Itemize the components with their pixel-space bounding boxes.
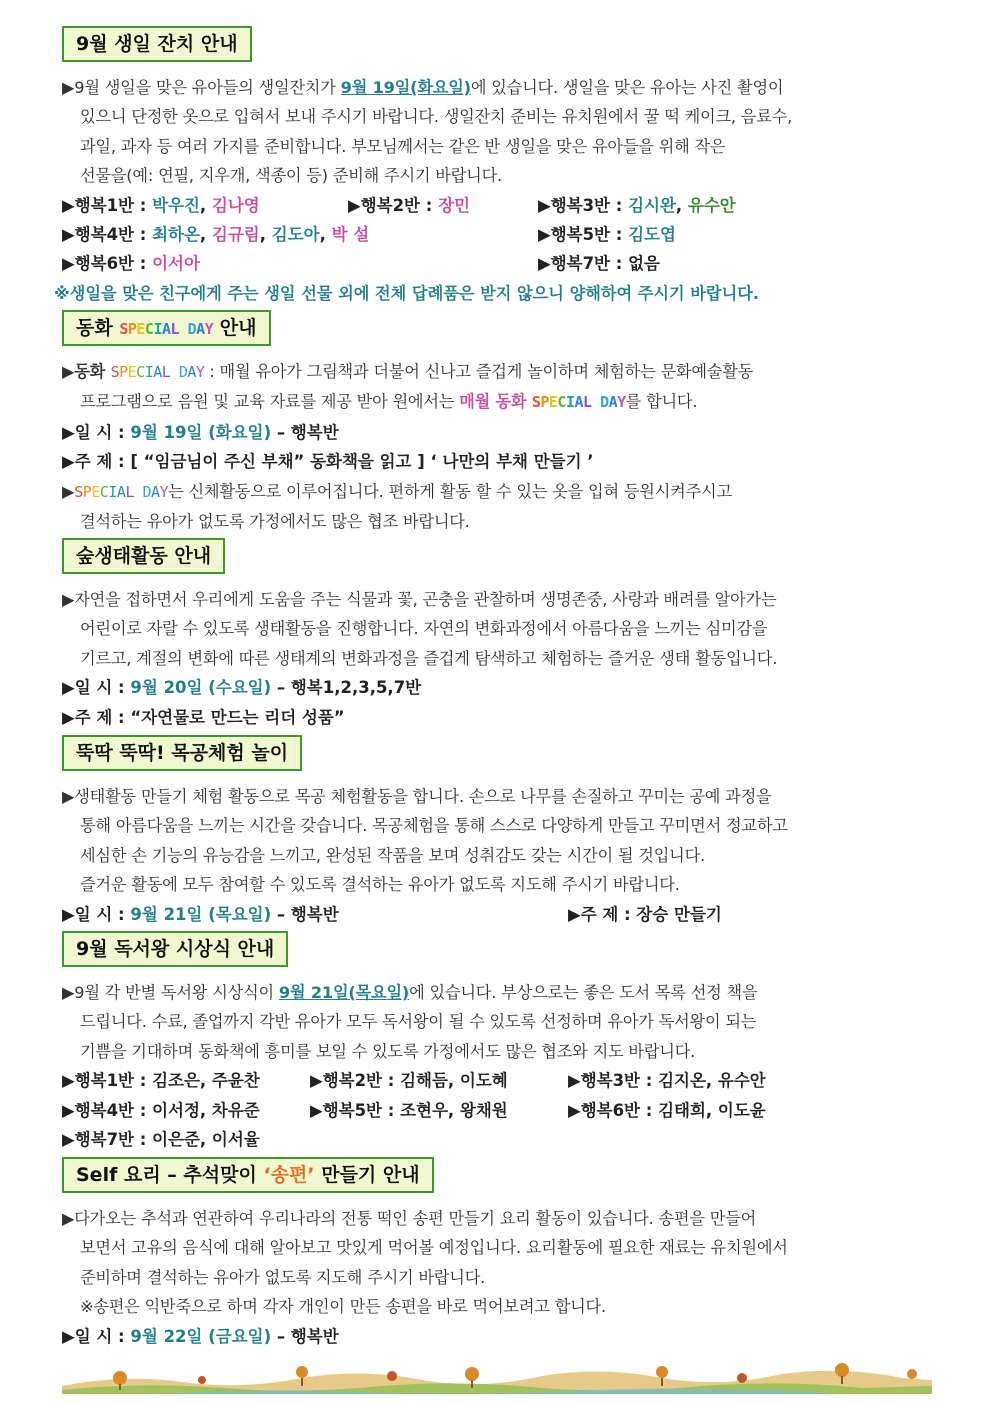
child-name: 유수안 — [687, 195, 736, 215]
paragraph: 통해 아름다움을 느끼는 시간을 갖습니다. 목공체험을 통해 스스로 다양하게 만들고 꾸미면서 정교하고 — [80, 816, 788, 836]
paragraph — [62, 978, 932, 1007]
wordmark-letter: A — [187, 363, 196, 381]
date-row — [62, 418, 932, 447]
title-highlight: ‘송편’ — [263, 1164, 315, 1186]
wordmark-letter: I — [565, 393, 575, 412]
date-row — [62, 673, 932, 702]
class-label: ▶행복3반 : — [538, 195, 629, 215]
paragraph: ▶자연을 접하면서 우리에게 도움을 주는 식물과 꽃, 곤충을 관찰하며 생명존중, 사랑과 배려를 알아가는 — [62, 590, 777, 609]
class-winners: ▶행복1반 : 김조은, 주윤찬 — [62, 1071, 260, 1091]
text: 에 있습니다. 생일을 맞은 유아는 사진 촬영이 — [470, 78, 784, 97]
wordmark-letter: Y — [159, 482, 169, 501]
wordmark-letter: L — [161, 363, 171, 381]
wordmark-letter: E — [127, 363, 137, 381]
wordmark-letter: A — [574, 393, 583, 412]
child-name: 박 설 — [331, 225, 370, 245]
section-reading-award — [62, 931, 932, 1154]
paragraph: ※송편은 익반죽으로 하며 각자 개인이 만든 송편을 바로 먹어보려고 합니다. — [80, 1297, 606, 1317]
paragraph: ▶다가오는 추석과 연관하여 우리나라의 전통 떡인 송편 만들기 요리 활동이 있습니다. 송편을 만들어 — [62, 1209, 757, 1228]
paragraph: 보면서 고유의 음식에 대해 알아보고 맛있게 먹어볼 예정입니다. 요리활동에 필요한 재료는 유치원에서 — [80, 1238, 788, 1258]
wordmark-letter: L — [125, 482, 134, 501]
section-woodwork — [62, 735, 932, 929]
wordmark-letter: C — [99, 482, 109, 501]
wordmark-letter: A — [153, 363, 162, 381]
section-title: 9월 독서왕 시상식 안내 — [62, 931, 288, 967]
event-date: 9월 22일 (금요일) — [130, 1326, 272, 1346]
text: ▶9월 생일을 맞은 유아들의 생일잔치가 — [62, 78, 341, 97]
paragraph: 드립니다. 수료, 졸업까지 각반 유아가 모두 독서왕이 될 수 있도록 선정하며 유아가 독서왕이 되는 — [80, 1012, 757, 1032]
sep: , — [319, 225, 332, 245]
wordmark-space — [592, 393, 601, 411]
wordmark-letter: E — [548, 393, 558, 412]
class-winners: ▶행복7반 : 이은준, 이서율 — [62, 1130, 260, 1149]
wordmark-letter: A — [196, 320, 205, 338]
text: 를 합니다. — [625, 392, 698, 412]
theme-row: ▶주 제 : [ “임금님이 주신 부채” 동화책을 읽고 ] ‘ 나만의 부채 만들기 ’ — [62, 452, 594, 472]
text: ▶ — [62, 481, 75, 501]
child-name: 김시완 — [628, 195, 676, 215]
title-text: 안내 — [213, 317, 257, 339]
event-date: 9월 19일(화요일) — [340, 78, 471, 97]
label: ▶일 시 : — [62, 904, 131, 924]
section-birthday — [54, 26, 932, 308]
wordmark-space — [170, 363, 179, 381]
text: – 행복1,2,3,5,7반 — [271, 678, 422, 698]
paragraph — [62, 357, 932, 387]
special-day-wordmark — [119, 320, 213, 338]
wordmark-letter: I — [108, 482, 117, 501]
section-title: 숲생태활동 안내 — [62, 538, 225, 574]
date-row — [62, 1322, 932, 1351]
paragraph — [62, 73, 932, 102]
wordmark-letter: Y — [195, 363, 205, 381]
text: – 행복반 — [271, 422, 339, 442]
wordmark-letter: A — [116, 482, 126, 501]
paragraph: 과일, 과자 등 여러 가지를 준비합니다. 부모님께서는 같은 반 생일을 맞은 유아들을 위해 작은 — [80, 136, 726, 156]
class-row — [62, 1066, 932, 1095]
wordmark-letter: P — [127, 320, 137, 338]
wordmark-letter: C — [136, 363, 145, 381]
class-row — [62, 1125, 932, 1154]
paragraph: 즐거운 활동에 모두 참여할 수 있도록 결석하는 유아가 없도록 지도해 주시기 바랍니다. — [80, 875, 680, 895]
text: – 행복반 — [271, 904, 339, 924]
paragraph: ▶생태활동 만들기 체험 활동으로 목공 체험활동을 합니다. 손으로 나무를 손질하고 꾸미는 공예 과정을 — [62, 787, 772, 806]
theme-row: ▶주 제 : “자연물로 만드는 리더 성품” — [62, 707, 345, 727]
class-row — [62, 220, 932, 249]
event-date: 9월 21일 (목요일) — [130, 904, 272, 924]
paragraph: 선물을(예: 연필, 지우개, 색종이 등) 준비해 주시기 바랍니다. — [80, 166, 502, 186]
class-row — [62, 191, 932, 220]
class-winners: ▶행복4반 : 이서정, 차유준 — [62, 1100, 260, 1120]
highlight: 매월 동화 — [459, 392, 532, 412]
wordmark-letter: C — [144, 320, 154, 338]
text: : 매월 유아가 그림책과 더불어 신나고 즐겁게 놀이하며 체험하는 문화예술활동 — [204, 362, 754, 381]
wordmark-space — [134, 483, 143, 501]
title-text: Self 요리 – 추석맞이 — [76, 1164, 264, 1186]
child-name: 김나영 — [211, 195, 260, 215]
sep: , — [259, 225, 272, 245]
child-name: 이서아 — [152, 254, 200, 274]
wordmark-letter: P — [119, 363, 128, 381]
paragraph: 어린이로 자랄 수 있도록 생태활동을 진행합니다. 자연의 변화과정에서 아름다움을 느끼는 심미감을 — [80, 619, 768, 639]
wordmark-letter: S — [119, 320, 128, 338]
paragraph: 기르고, 계절의 변화에 따른 생태계의 변화과정을 즐겁게 탐색하고 체험하는 즐거운 생태 활동입니다. — [80, 648, 778, 668]
wordmark-letter: D — [178, 363, 188, 381]
wordmark-letter: D — [187, 320, 197, 338]
text: – 행복반 — [271, 1326, 339, 1346]
title-text: 만들기 안내 — [314, 1164, 420, 1186]
class-winners: ▶행복5반 : 조현우, 왕채원 — [310, 1100, 508, 1120]
paragraph: 준비하며 결석하는 유아가 없도록 지도해 주시기 바랍니다. — [80, 1267, 486, 1287]
class-label: ▶행복6반 : — [62, 254, 153, 274]
label: ▶일 시 : — [62, 678, 131, 698]
wordmark-letter: P — [82, 482, 92, 501]
class-winners: ▶행복3반 : 김지온, 유수안 — [568, 1071, 766, 1091]
section-title — [62, 310, 271, 346]
text: 동화 — [74, 362, 111, 381]
wordmark-space — [179, 320, 188, 338]
class-label: ▶행복4반 : — [62, 225, 153, 245]
class-winners: ▶행복6반 : 김태희, 이도윤 — [568, 1100, 766, 1120]
wordmark-letter: A — [151, 482, 160, 501]
wordmark-letter: C — [557, 393, 566, 412]
wordmark-letter: D — [142, 482, 152, 501]
child-name: 김규림 — [211, 225, 260, 245]
title-text: 동화 — [76, 317, 120, 339]
class-row — [62, 249, 932, 278]
wordmark-letter: E — [91, 482, 100, 501]
paragraph: 있으니 단정한 옷으로 입혀서 보내 주시기 바랍니다. 생일잔치 준비는 유치원에서 꿀 떡 케이크, 음료수, — [80, 107, 793, 127]
wordmark-letter: L — [583, 393, 592, 412]
sep: , — [199, 225, 212, 245]
paragraph: 세심한 손 기능의 유능감을 느끼고, 완성된 작품을 보며 성취감도 갖는 시간이 될 것입니다. — [80, 845, 705, 865]
label: ▶일 시 : — [62, 422, 131, 442]
event-date: 9월 21일(목요일) — [278, 983, 410, 1002]
section-title: 뚝딱 뚝딱! 목공체험 놀이 — [62, 735, 302, 771]
section-title: 9월 생일 잔치 안내 — [62, 26, 252, 62]
text: ▶9월 각 반별 독서왕 시상식이 — [62, 983, 279, 1002]
wordmark-letter: S — [531, 393, 541, 412]
wordmark-letter: A — [608, 393, 618, 412]
section-forest — [62, 538, 932, 732]
event-date: 9월 19일 (화요일) — [130, 422, 272, 442]
event-date: 9월 20일 (수요일) — [130, 678, 272, 698]
child-name: 김도엽 — [628, 225, 676, 245]
child-name: 박우진 — [152, 195, 200, 215]
wordmark-letter: S — [110, 363, 120, 381]
child-name: 없음 — [628, 254, 660, 274]
wordmark-letter: D — [600, 393, 609, 412]
wordmark-letter: I — [153, 320, 162, 338]
section-title — [62, 1157, 434, 1193]
notice: ※생일을 맞은 친구에게 주는 생일 선물 외에 전체 답례품은 받지 않으니 양해하여 주시기 바랍니다. — [54, 283, 759, 303]
wordmark-letter: E — [136, 320, 145, 338]
wordmark-letter: I — [144, 363, 154, 381]
wordmark-letter: S — [74, 482, 83, 501]
class-label: ▶행복1반 : — [62, 195, 153, 215]
paragraph — [62, 387, 932, 417]
paragraph: 기쁨을 기대하며 동화책에 흥미를 보일 수 있도록 가정에서도 많은 협조와 지도 바랍니다. — [80, 1041, 696, 1061]
class-label: ▶행복5반 : — [538, 225, 629, 245]
section-special-day — [62, 310, 932, 536]
child-name: 최하온 — [152, 225, 200, 245]
class-row — [62, 1096, 932, 1125]
wordmark-letter: P — [540, 393, 549, 412]
date-row — [62, 900, 932, 929]
label: ▶일 시 : — [62, 1326, 131, 1346]
sep: , — [675, 195, 688, 215]
class-label: ▶행복7반 : — [538, 254, 629, 274]
paragraph: 결석하는 유아가 없도록 가정에서도 많은 협조 바랍니다. — [80, 512, 470, 531]
wordmark-letter: Y — [204, 320, 214, 338]
text: 에 있습니다. 부상으로는 좋은 도서 목록 선정 책을 — [409, 983, 758, 1002]
wordmark-letter: L — [170, 320, 180, 338]
special-day-wordmark — [74, 483, 168, 501]
sep: , — [199, 195, 212, 215]
wordmark-letter: Y — [617, 393, 626, 412]
text: ▶ — [62, 362, 75, 381]
child-name: 장민 — [438, 195, 470, 215]
theme-text: ▶주 제 : 장승 만들기 — [568, 904, 722, 924]
special-day-wordmark — [111, 363, 205, 381]
text: 프로그램으로 음원 및 교육 자료를 제공 받아 원에서는 — [80, 392, 460, 412]
section-songpyeon — [62, 1157, 932, 1351]
class-winners: ▶행복2반 : 김해듬, 이도혜 — [310, 1071, 508, 1091]
text: 는 신체활동으로 이루어집니다. 편하게 활동 할 수 있는 옷을 입혀 등원시켜주시고 — [168, 481, 732, 501]
wordmark-letter: A — [161, 320, 171, 338]
special-day-wordmark — [532, 393, 626, 411]
class-label: ▶행복2반 : — [348, 195, 439, 215]
child-name: 김도아 — [271, 225, 320, 245]
paragraph — [62, 477, 932, 507]
autumn-landscape-illustration — [62, 1360, 932, 1394]
